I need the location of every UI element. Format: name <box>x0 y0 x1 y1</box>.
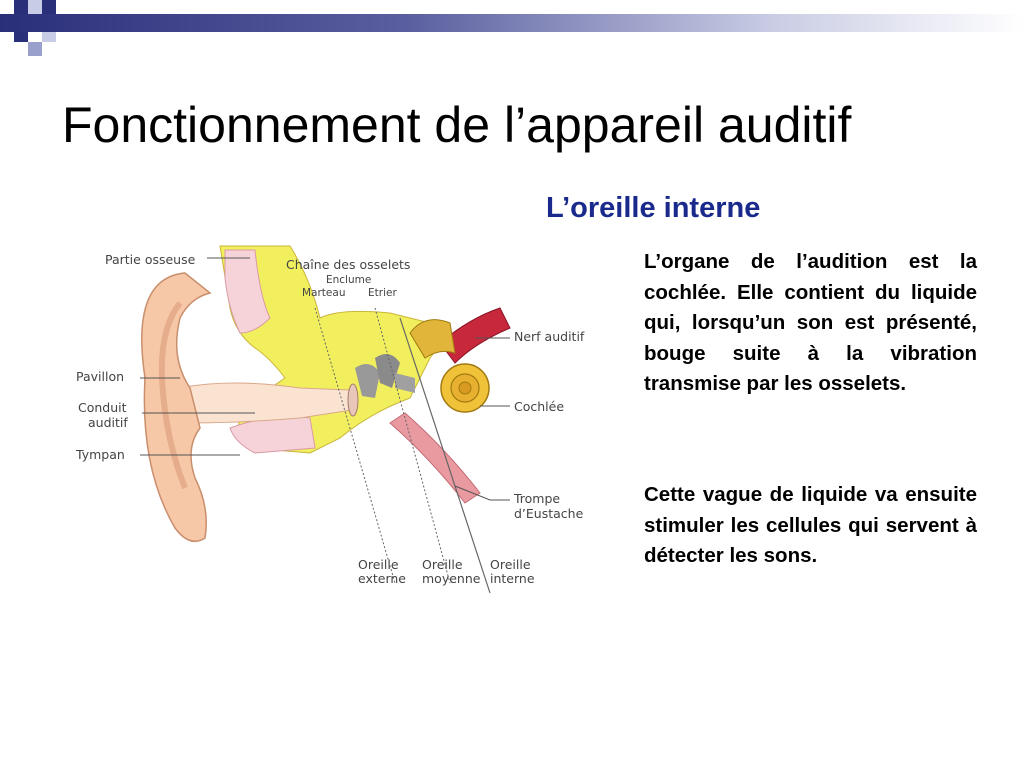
label-nerf-auditif: Nerf auditif <box>514 329 585 344</box>
ear-anatomy-diagram <box>70 238 610 598</box>
label-oreille-interne-line1: Oreille <box>490 557 531 572</box>
label-trompe-line2: d’Eustache <box>514 506 584 521</box>
header-accent-bar <box>0 14 1024 32</box>
label-chaine-osselets: Chaîne des osselets <box>286 257 411 272</box>
label-oreille-externe-line1: Oreille <box>358 557 399 572</box>
eardrum <box>348 384 358 416</box>
slide-title: Fonctionnement de l’appareil auditif <box>62 97 852 153</box>
label-etrier: Etrier <box>368 287 397 299</box>
label-enclume: Enclume <box>326 274 372 286</box>
label-marteau: Marteau <box>302 287 346 299</box>
section-subtitle: L’oreille interne <box>546 192 761 224</box>
label-oreille-interne-line2: interne <box>490 571 535 586</box>
label-trompe-line1: Trompe <box>514 491 561 506</box>
label-conduit-line1: Conduit <box>78 400 127 415</box>
paragraph-cochlea: L’organe de l’audition est la cochlée. Elle contient du liquide qui, lorsqu’un son est présenté, bouge suite à la vibration transmise par les osselets. <box>644 250 977 395</box>
label-oreille-moyenne-line1: Oreille <box>422 557 463 572</box>
label-partie-osseuse: Partie osseuse <box>105 252 196 267</box>
label-pavillon: Pavillon <box>76 369 125 384</box>
label-tympan: Tympan <box>76 447 125 462</box>
paragraph-wave: Cette vague de liquide va ensuite stimuler les cellules qui servent à détecter les sons. <box>644 483 977 567</box>
label-oreille-externe-line2: externe <box>358 571 406 586</box>
label-oreille-moyenne-line2: moyenne <box>422 571 481 586</box>
label-cochlee: Cochlée <box>514 399 565 414</box>
label-conduit-line2: auditif <box>88 415 128 430</box>
